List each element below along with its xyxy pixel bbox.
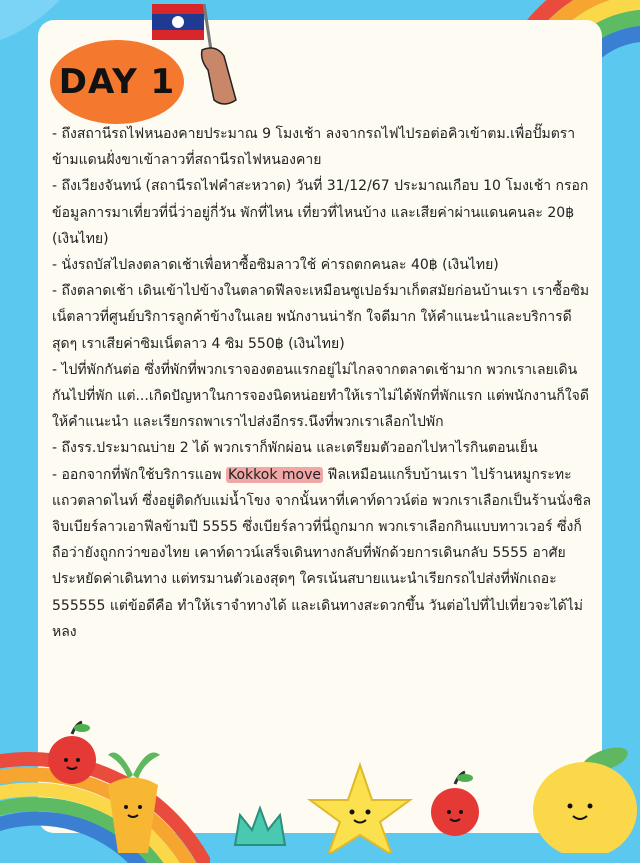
paragraph-1: - ถึงสถานีรถไฟหนองคายประมาณ 9 โมงเช้า ลงจากรถไฟไปรอต่อคิวเข้าตม.เพื่อปั๊มตราข้ามแดนฝั่งขาเข้าลาวที่สถานีรถไฟหนองคาย	[52, 126, 576, 169]
paragraph-3: - นั่งรถบัสไปลงตลาดเช้าเพื่อหาซื้อซิมลาวใช้ ค่ารถตกคนละ 40฿ (เงินไทย)	[52, 257, 499, 274]
paragraph-2: - ถึงเวียงจันทน์ (สถานีรถไฟคำสะหวาด) วันที่ 31/12/67 ประมาณเกือบ 10 โมงเช้า กรอกข้อมูลการมาเที่ยวที่นี่ว่าอยู่กี่วัน พักที่ไหน เที่ยวที่ไหนบ้าง และเสียค่าผ่านแดนคนละ 20฿ (เงินไทย)	[52, 178, 589, 247]
itinerary-text	[52, 121, 592, 645]
day-title-badge	[50, 40, 184, 124]
lemon-icon	[525, 740, 640, 853]
paragraph-7-end: ฟีลเหมือนแกร็บบ้านเรา ไปร้านหมูกระทะแถวตลาดไนท์ ซึ่งอยู่ติดกับแม่น้ำโขง จากนั้นหาที่เคาท์ดาวน์ต่อ พวกเราเลือกเป็นร้านนั่งชิลจิบเบียร์ลาวเอาฟีลข้ามปี 5555 ซึ่งเบียร์ลาวที่นี่ถูกมาก พวกเราเลือกกินแบบทาวเวอร์ ซึ่งก็ถือว่ายังถูกกว่าของไทย เคาท์ดาวน์เสร็จเดินทางกลับที่พักด้วยการเดินกลับ 5555 อาศัยประหยัดค่าเดินทาง แต่ทรมานตัวเองสุดๆ ใครเน้นสบายแนะนำเรียกรถไปส่งที่พักเถอะ 555555 แต่ข้อดีคือ ทำให้เราจำทางได้ และเดินทางสะดวกขึ้น วันต่อไปที่ไปเที่ยวจะได้ไม่หลง	[52, 466, 592, 640]
paragraph-4: - ถึงตลาดเช้า เดินเข้าไปข้างในตลาดฟีลจะเหมือนซูเปอร์มาเก็ตสมัยก่อนบ้านเรา เราซื้อซิมเน็ตลาวที่ศูนย์บริการลูกค้าข้างในเลย พนักงานน่ารัก ใจดีมาก ให้คำแนะนำและบริการดีสุดๆ เราเสียค่าซิมเน็ตลาว 4 ซิม 550฿ (เงินไทย)	[52, 283, 590, 352]
paragraph-6: - ถึงรร.ประมาณบ่าย 2 ได้ พวกเราก็พักผ่อน และเตรียมตัวออกไปหาไรกินตอนเย็น	[52, 440, 538, 457]
app-name-highlight: Kokkok move	[227, 466, 321, 483]
paragraph-5: - ไปที่พักกันต่อ ซึ่งที่พักที่พวกเราจองตอนแรกอยู่ไม่ไกลจากตลาดเช้ามาก พวกเราเลยเดินกันไปที่พัก แต่...เกิดปัญหาในการจองนิดหน่อยทำให้เราไม่ได้พักที่พักแรก แต่พนักงานก็ใจดีให้คำแนะนำ และเรียกรถพาเราไปส่งอีกรร.นึงที่พวกเราเลือกไปพัก	[52, 361, 589, 431]
star-icon	[300, 760, 420, 853]
crown-icon	[230, 800, 290, 850]
page-title: DAY 1	[58, 62, 176, 102]
paragraph-7	[52, 462, 592, 645]
paragraph-7-start: - ออกจากที่พักใช้บริการแอพ	[52, 466, 226, 483]
apple-icon	[425, 770, 485, 840]
carrot-icon	[88, 745, 178, 853]
